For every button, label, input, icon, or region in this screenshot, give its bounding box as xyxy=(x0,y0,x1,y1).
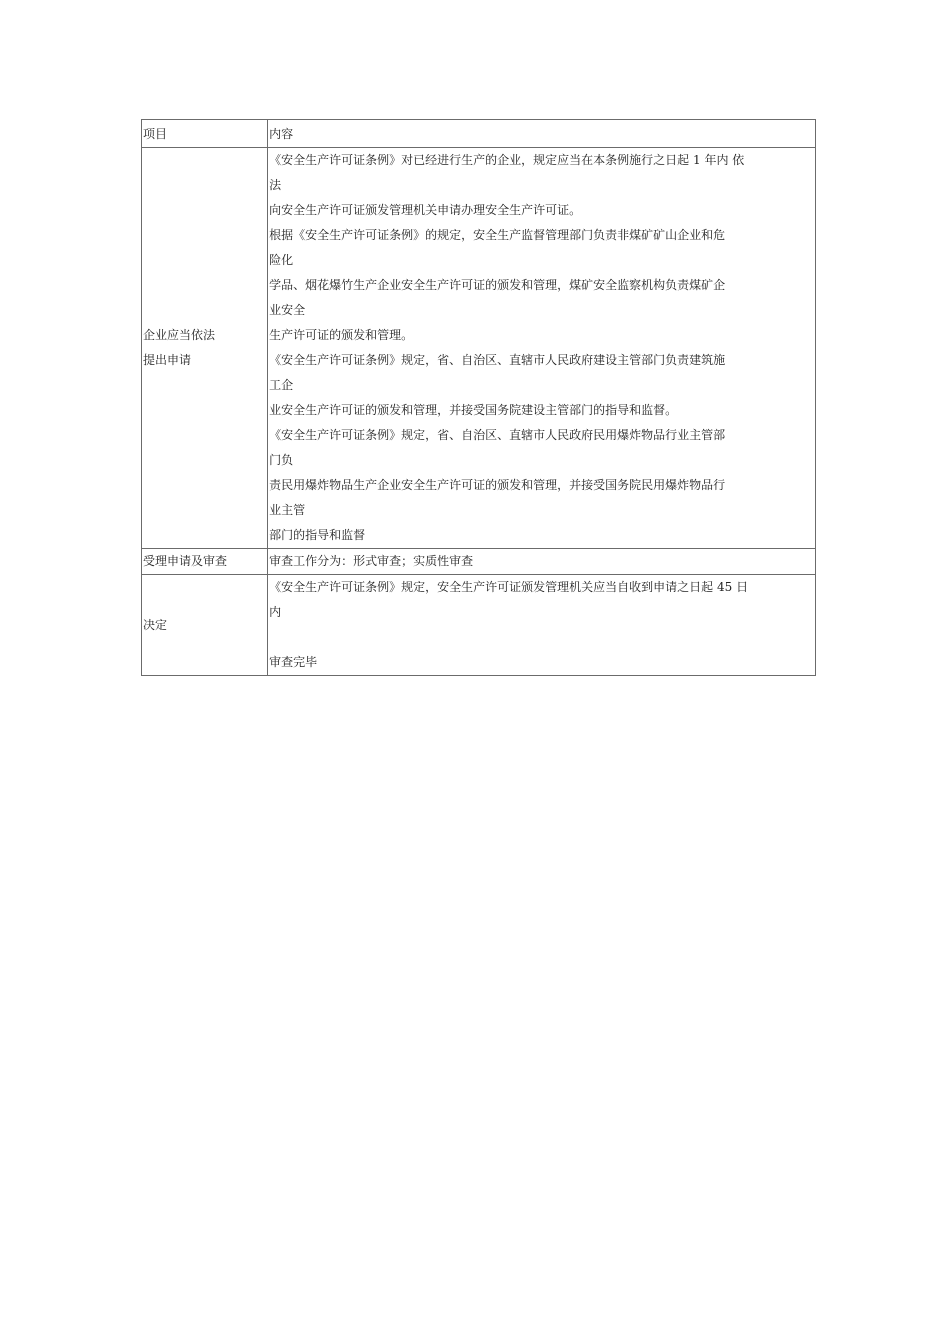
header-content-cell xyxy=(268,120,816,148)
table-row-review xyxy=(142,549,816,575)
content-line: 《安全生产许可证条例》规定，省、自治区、直辖市人民政府民用爆炸物品行业主管部 xyxy=(269,428,726,442)
content-line: 内 xyxy=(269,605,282,619)
license-table xyxy=(141,119,816,676)
table-row-application xyxy=(142,148,816,549)
content-line: 门负 xyxy=(269,453,294,467)
table-header-row xyxy=(142,120,816,148)
content-line: 业安全 xyxy=(269,303,306,317)
item-line: 提出申请 xyxy=(143,353,192,367)
content-line: 向安全生产许可证颁发管理机关申请办理安全生产许可证。 xyxy=(269,203,582,217)
content-line: 审查工作分为：形式审查；实质性审查 xyxy=(269,554,474,568)
content-line: 生产许可证的颁发和管理。 xyxy=(269,328,414,342)
header-item-label: 项目 xyxy=(143,127,168,141)
content-line: 根据《安全生产许可证条例》的规定，安全生产监督管理部门负责非煤矿矿山企业和危 xyxy=(269,228,726,242)
content-line: 工企 xyxy=(269,378,294,392)
item-cell-application xyxy=(142,148,268,549)
item-line: 受理申请及审查 xyxy=(143,554,228,568)
item-line: 决定 xyxy=(143,617,168,632)
content-line: 部门的指导和监督 xyxy=(269,528,366,542)
content-line: 责民用爆炸物品生产企业安全生产许可证的颁发和管理，并接受国务院民用爆炸物品行 xyxy=(269,478,726,492)
content-line: 《安全生产许可证条例》规定，省、自治区、直辖市人民政府建设主管部门负责建筑施 xyxy=(269,353,726,367)
content-cell-application xyxy=(268,148,816,549)
content-line: 业安全生产许可证的颁发和管理，并接受国务院建设主管部门的指导和监督。 xyxy=(269,403,678,417)
content-cell-review xyxy=(268,549,816,575)
content-line: 法 xyxy=(269,178,282,192)
table-row-decision xyxy=(142,575,816,676)
content-cell-decision xyxy=(268,575,816,676)
item-line: 企业应当依法 xyxy=(143,328,216,342)
content-line: 业主管 xyxy=(269,503,306,517)
content-line: 学品、烟花爆竹生产企业安全生产许可证的颁发和管理，煤矿安全监察机构负责煤矿企 xyxy=(269,278,726,292)
content-line: 《安全生产许可证条例》规定，安全生产许可证颁发管理机关应当自收到申请之日起 45 日 xyxy=(269,580,749,594)
item-cell-review xyxy=(142,549,268,575)
content-line: 《安全生产许可证条例》对已经进行生产的企业，规定应当在本条例施行之日起 1 年内 依 xyxy=(269,153,745,167)
blank-line xyxy=(269,625,814,650)
content-line: 审查完毕 xyxy=(269,655,318,669)
content-line: 险化 xyxy=(269,253,294,267)
header-item-cell xyxy=(142,120,268,148)
header-content-label: 内容 xyxy=(269,127,294,141)
item-cell-decision xyxy=(142,575,268,676)
